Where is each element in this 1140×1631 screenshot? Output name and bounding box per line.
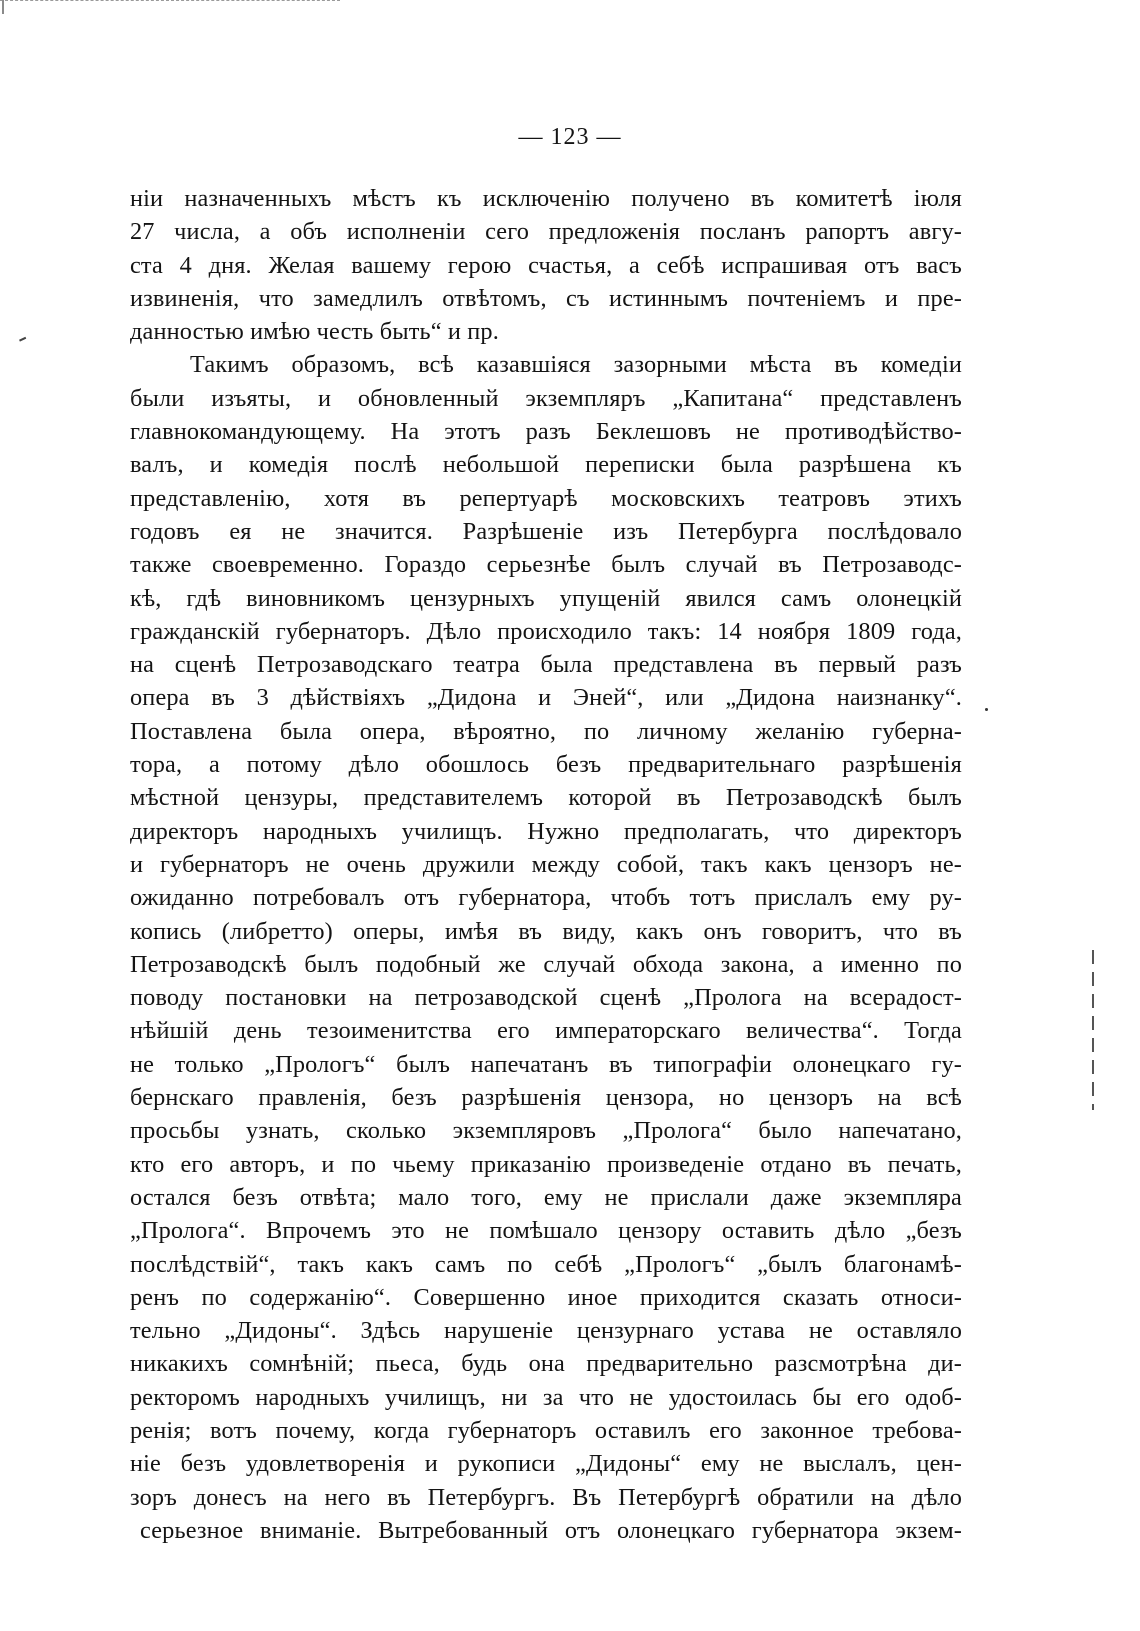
text-line: бернскаго правленiя, безъ разрѣшенiя цензора, но цензоръ на всѣ bbox=[130, 1084, 962, 1112]
text-line: Петрозаводскѣ былъ подобный же случай обхода закона, а именно по bbox=[130, 950, 962, 978]
text-line: кто его авторъ, и по чьему приказанiю произведенiе отдано въ печать, bbox=[130, 1150, 962, 1178]
text-line: гражданскiй губернаторъ. Дѣло происходило такъ: 14 ноября 1809 года, bbox=[130, 617, 962, 645]
scan-dot bbox=[985, 708, 988, 711]
text-line: годовъ ея не значится. Разрѣшенiе изъ Петербурга послѣдовало bbox=[130, 517, 962, 545]
text-line: мѣстной цензуры, представителемъ которой въ Петрозаводскѣ былъ bbox=[130, 784, 962, 812]
body-text bbox=[130, 182, 962, 1547]
text-line: копись (либретто) оперы, имѣя въ виду, какъ онъ говоритъ, что въ bbox=[130, 917, 962, 945]
text-line: тора, а потому дѣло обошлось безъ предварительнаго разрѣшенiя bbox=[130, 751, 962, 779]
text-line: нiе безъ удовлетворенiя и рукописи „Дидоны“ ему не выслалъ, цен- bbox=[130, 1450, 962, 1478]
text-line: ста 4 дня. Желая вашему герою счастья, а себѣ испрашивая отъ васъ bbox=[130, 251, 962, 279]
text-line: не только „Прологъ“ былъ напечатанъ въ типографiи олонецкаго гу- bbox=[130, 1050, 962, 1078]
text-line: валъ, и комедiя послѣ небольшой переписки была разрѣшена къ bbox=[130, 451, 962, 479]
text-line: послѣдствiй“, такъ какъ самъ по себѣ „Прологъ“ „былъ благонамѣ- bbox=[130, 1250, 962, 1278]
text-line: ректоромъ народныхъ училищъ, ни за что не удостоилась бы его одоб- bbox=[130, 1383, 962, 1411]
text-line: остался безъ отвѣта; мало того, ему не прислали даже экземпляра bbox=[130, 1183, 962, 1211]
margin-rule bbox=[1092, 950, 1094, 1110]
scan-edge-mark bbox=[0, 0, 340, 5]
text-line: представленiю, хотя въ репертуарѣ московскихъ театровъ этихъ bbox=[130, 484, 962, 512]
text-line: опера въ 3 дѣйствiяхъ „Дидона и Эней“, или „Дидона наизнанку“. bbox=[130, 684, 962, 712]
text-line: зоръ донесъ на него въ Петербургъ. Въ Петербургѣ обратили на дѣло bbox=[130, 1483, 962, 1511]
text-line: директоръ народныхъ училищъ. Нужно предполагать, что директоръ bbox=[130, 817, 962, 845]
scan-edge-tick bbox=[2, 0, 4, 14]
text-line: ожиданно потребовалъ отъ губернатора, чтобъ тотъ прислалъ ему ру- bbox=[130, 884, 962, 912]
text-line: ренiя; вотъ почему, когда губернаторъ оставилъ его законное требова- bbox=[130, 1416, 962, 1444]
text-line: данностью имѣю честь быть“ и пр. bbox=[130, 318, 499, 346]
text-line: главнокомандующему. На этотъ разъ Беклешовъ не противодѣйство- bbox=[130, 418, 962, 446]
text-line: никакихъ сомнѣнiй; пьеса, будь она предварительно разсмотрѣна ди- bbox=[130, 1350, 962, 1378]
paragraph-start-line: Такимъ образомъ, всѣ казавшiяся зазорными мѣста въ комедiи bbox=[190, 351, 962, 379]
page-number: — 123 — bbox=[518, 124, 622, 150]
text-line: 27 числа, а объ исполненiи сего предложенiя посланъ рапортъ авгу- bbox=[130, 218, 962, 246]
text-line: поводу постановки на петрозаводской сценѣ „Пролога на всерадост- bbox=[130, 984, 962, 1012]
text-line: нiи назначенныхъ мѣстъ къ исключенiю получено въ комитетѣ iюля bbox=[130, 185, 962, 212]
text-line: и губернаторъ не очень дружили между собой, такъ какъ цензоръ не- bbox=[130, 850, 962, 878]
text-line: „Пролога“. Впрочемъ это не помѣшало цензору оставить дѣло „безъ bbox=[130, 1217, 962, 1245]
text-line: тельно „Дидоны“. Здѣсь нарушенiе цензурнаго устава не оставляло bbox=[130, 1317, 962, 1345]
text-line: нѣйшiй день тезоименитства его императорскаго величества“. Тогда bbox=[130, 1017, 962, 1045]
text-line: на сценѣ Петрозаводскаго театра была представлена въ первый разъ bbox=[130, 651, 962, 679]
text-line: ренъ по содержанiю“. Совершенно иное приходится сказать относи- bbox=[130, 1283, 962, 1311]
text-line: просьбы узнать, сколько экземпляровъ „Пролога“ было напечатано, bbox=[130, 1117, 962, 1145]
text-line: серьезное вниманiе. Вытребованный отъ олонецкаго губернатора экзем- bbox=[140, 1516, 962, 1544]
text-line: были изъяты, и обновленный экземпляръ „Капитана“ представленъ bbox=[130, 384, 962, 412]
text-line: извиненiя, что замедлилъ отвѣтомъ, съ истиннымъ почтенiемъ и пре- bbox=[130, 284, 962, 312]
text-line: кѣ, гдѣ виновникомъ цензурныхъ упущенiй явился самъ олонецкiй bbox=[130, 584, 962, 612]
scan-speck bbox=[19, 337, 28, 345]
text-line: Поставлена была опера, вѣроятно, по личному желанiю губерна- bbox=[130, 717, 962, 745]
text-line: также своевременно. Гораздо серьезнѣе былъ случай въ Петрозаводс- bbox=[130, 551, 962, 579]
